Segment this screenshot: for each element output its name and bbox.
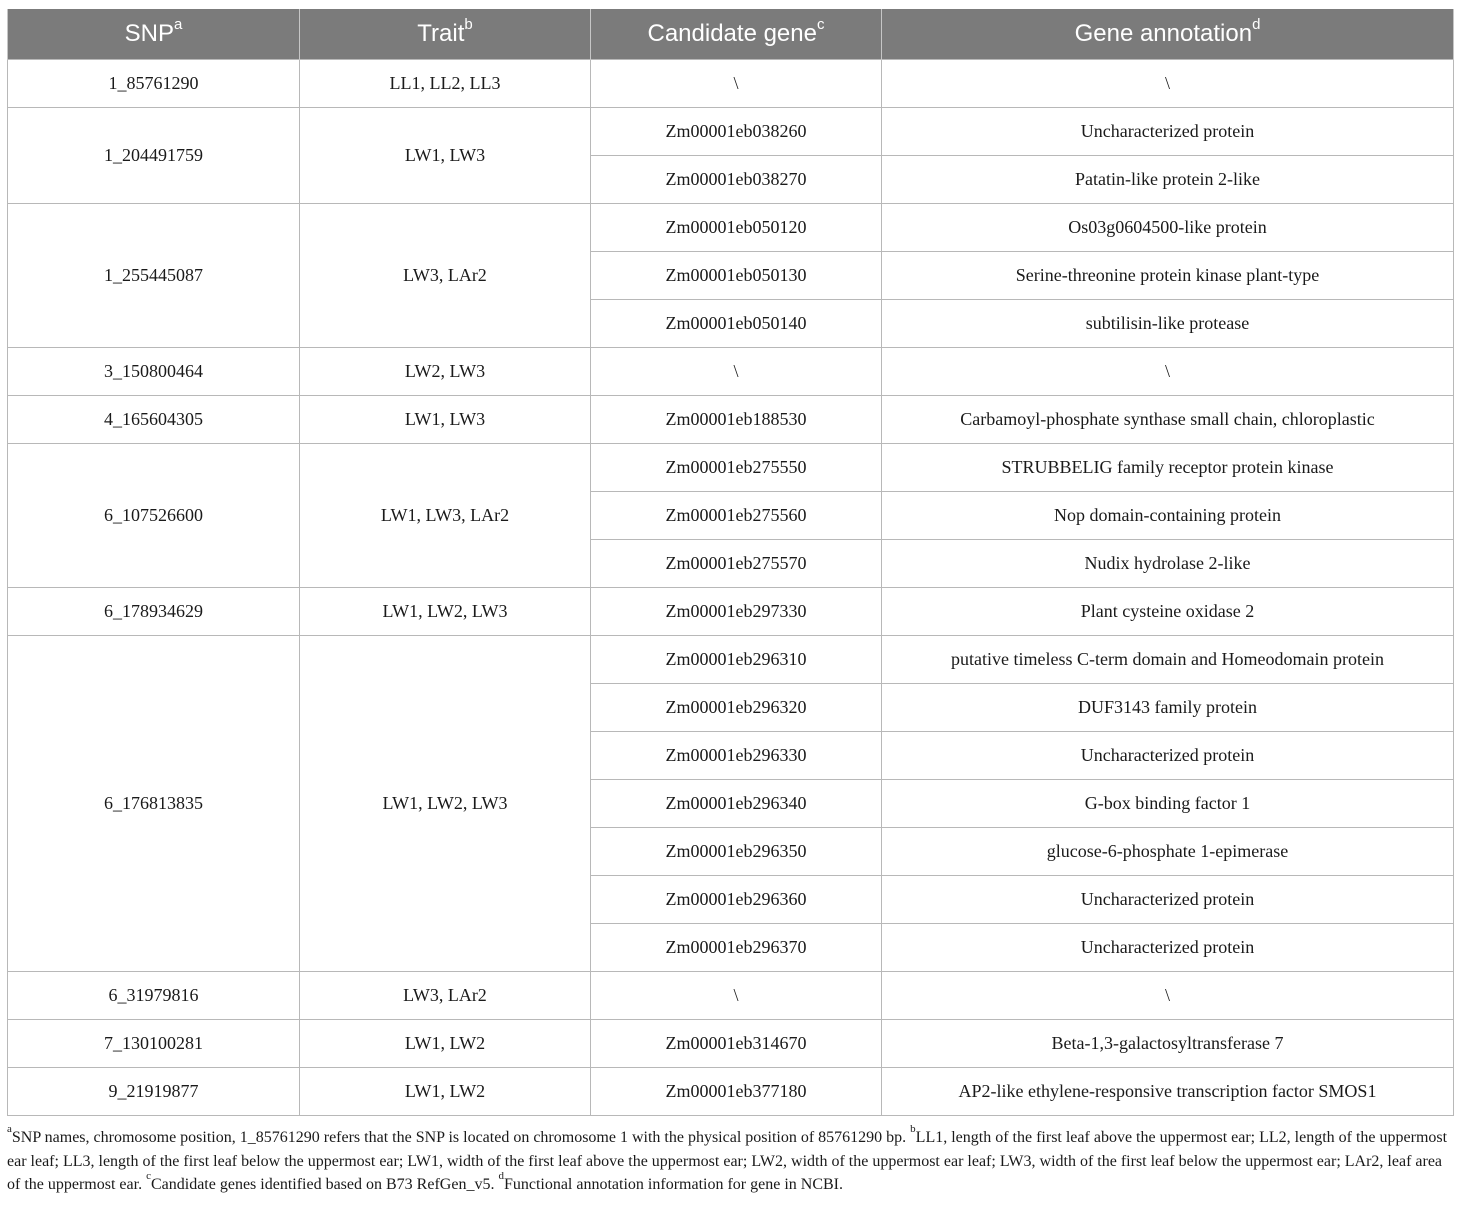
trait-cell: LW1, LW2 xyxy=(300,1020,591,1068)
gene-annotation-cell: Os03g0604500-like protein xyxy=(882,204,1454,252)
candidate-gene-cell: Zm00001eb050130 xyxy=(591,252,882,300)
trait-cell: LW3, LAr2 xyxy=(300,972,591,1020)
table-row xyxy=(8,444,1454,492)
candidate-gene-cell: Zm00001eb188530 xyxy=(591,396,882,444)
snp-cell: 9_21919877 xyxy=(8,1068,300,1116)
trait-cell: LW1, LW3, LAr2 xyxy=(300,444,591,588)
trait-cell: LW3, LAr2 xyxy=(300,204,591,348)
candidate-gene-cell: Zm00001eb296320 xyxy=(591,684,882,732)
header-gene-annotation: Gene annotation$^d$ xyxy=(882,9,1454,60)
snp-cell: 6_176813835 xyxy=(8,636,300,972)
candidate-gene-cell: Zm00001eb275570 xyxy=(591,540,882,588)
gene-annotation-cell: Carbamoyl-phosphate synthase small chain, chloroplastic xyxy=(882,396,1454,444)
gene-annotation-cell: Uncharacterized protein xyxy=(882,108,1454,156)
gene-annotation-cell: \ xyxy=(882,972,1454,1020)
snp-cell: 6_178934629 xyxy=(8,588,300,636)
gene-annotation-cell: \ xyxy=(882,348,1454,396)
snp-cell: 3_150800464 xyxy=(8,348,300,396)
gene-annotation-cell: Serine-threonine protein kinase plant-type xyxy=(882,252,1454,300)
gene-annotation-cell: Uncharacterized protein xyxy=(882,876,1454,924)
table-row xyxy=(8,396,1454,444)
candidate-gene-cell: Zm00001eb377180 xyxy=(591,1068,882,1116)
trait-cell: LW1, LW3 xyxy=(300,108,591,204)
gene-annotation-cell: Nop domain-containing protein xyxy=(882,492,1454,540)
footnote-d: $^d$Functional annotation information for gene in NCBI. xyxy=(498,1170,843,1193)
trait-cell: LW1, LW2, LW3 xyxy=(300,636,591,972)
gene-annotation-cell: \ xyxy=(882,60,1454,108)
gene-annotation-cell: subtilisin-like protease xyxy=(882,300,1454,348)
gene-annotation-cell: G-box binding factor 1 xyxy=(882,780,1454,828)
table-row xyxy=(8,60,1454,108)
gene-annotation-cell: DUF3143 family protein xyxy=(882,684,1454,732)
header-candidate-gene: Candidate gene$^c$ xyxy=(591,9,882,60)
trait-cell: LL1, LL2, LL3 xyxy=(300,60,591,108)
footnote-a: $^a$SNP names, chromosome position, 1_85761290 refers that the SNP is located on chromosome 1 with the physical position of 85761290 bp. xyxy=(7,1123,911,1146)
table-row xyxy=(8,636,1454,684)
candidate-gene-cell: Zm00001eb038270 xyxy=(591,156,882,204)
candidate-gene-cell: Zm00001eb296340 xyxy=(591,780,882,828)
table-row xyxy=(8,204,1454,252)
candidate-gene-cell: Zm00001eb050140 xyxy=(591,300,882,348)
candidate-gene-cell: Zm00001eb275550 xyxy=(591,444,882,492)
candidate-gene-cell: Zm00001eb050120 xyxy=(591,204,882,252)
snp-cell: 1_255445087 xyxy=(8,204,300,348)
candidate-gene-cell: Zm00001eb296370 xyxy=(591,924,882,972)
snp-cell: 6_107526600 xyxy=(8,444,300,588)
table-row xyxy=(8,1020,1454,1068)
candidate-gene-cell: Zm00001eb296330 xyxy=(591,732,882,780)
table-row xyxy=(8,588,1454,636)
candidate-gene-cell: Zm00001eb038260 xyxy=(591,108,882,156)
snp-cell: 4_165604305 xyxy=(8,396,300,444)
candidate-gene-cell: Zm00001eb297330 xyxy=(591,588,882,636)
gene-annotation-cell: Uncharacterized protein xyxy=(882,732,1454,780)
candidate-gene-cell: Zm00001eb296350 xyxy=(591,828,882,876)
trait-cell: LW2, LW3 xyxy=(300,348,591,396)
table-row xyxy=(8,972,1454,1020)
trait-cell: LW1, LW2 xyxy=(300,1068,591,1116)
candidate-gene-cell: Zm00001eb296360 xyxy=(591,876,882,924)
snp-cell: 1_204491759 xyxy=(8,108,300,204)
gene-annotation-cell: glucose-6-phosphate 1-epimerase xyxy=(882,828,1454,876)
table-row xyxy=(8,348,1454,396)
candidate-gene-cell: Zm00001eb296310 xyxy=(591,636,882,684)
gene-annotation-cell: Nudix hydrolase 2-like xyxy=(882,540,1454,588)
footnote-b: $^b$LL1, length of the first leaf above the uppermost ear; LL2, length of the uppermost ear leaf; LL3, length of the first leaf below the uppermost ear; LW1, width of the first leaf above the uppermost ear; LW2, width of the uppermost ear leaf; LW3, width of the first leaf below the uppermost ear; LAr2, leaf area of the uppermost ear. xyxy=(7,1123,1448,1193)
gene-annotation-cell: Patatin-like protein 2-like xyxy=(882,156,1454,204)
gene-annotation-cell: Plant cysteine oxidase 2 xyxy=(882,588,1454,636)
gene-annotation-cell: Uncharacterized protein xyxy=(882,924,1454,972)
snp-cell: 1_85761290 xyxy=(8,60,300,108)
table-row xyxy=(8,1068,1454,1116)
table-footnotes xyxy=(7,1123,1453,1197)
candidate-gene-cell: \ xyxy=(591,348,882,396)
trait-cell: LW1, LW3 xyxy=(300,396,591,444)
gene-annotation-cell: AP2-like ethylene-responsive transcription factor SMOS1 xyxy=(882,1068,1454,1116)
trait-cell: LW1, LW2, LW3 xyxy=(300,588,591,636)
gene-annotation-cell: Beta-1,3-galactosyltransferase 7 xyxy=(882,1020,1454,1068)
snp-cell: 6_31979816 xyxy=(8,972,300,1020)
gene-annotation-cell: putative timeless C-term domain and Homeodomain protein xyxy=(882,636,1454,684)
candidate-gene-cell: \ xyxy=(591,60,882,108)
candidate-gene-cell: Zm00001eb314670 xyxy=(591,1020,882,1068)
header-snp: SNP$^a$ xyxy=(8,9,300,60)
snp-candidate-gene-table xyxy=(7,9,1454,1116)
header-row xyxy=(8,9,1454,60)
candidate-gene-cell: \ xyxy=(591,972,882,1020)
gene-annotation-cell: STRUBBELIG family receptor protein kinase xyxy=(882,444,1454,492)
header-trait: Trait$^b$ xyxy=(300,9,591,60)
candidate-gene-cell: Zm00001eb275560 xyxy=(591,492,882,540)
snp-cell: 7_130100281 xyxy=(8,1020,300,1068)
table-row xyxy=(8,108,1454,156)
table-body xyxy=(8,60,1454,1116)
footnote-c: $^c$Candidate genes identified based on B73 RefGen_v5. xyxy=(146,1170,499,1193)
